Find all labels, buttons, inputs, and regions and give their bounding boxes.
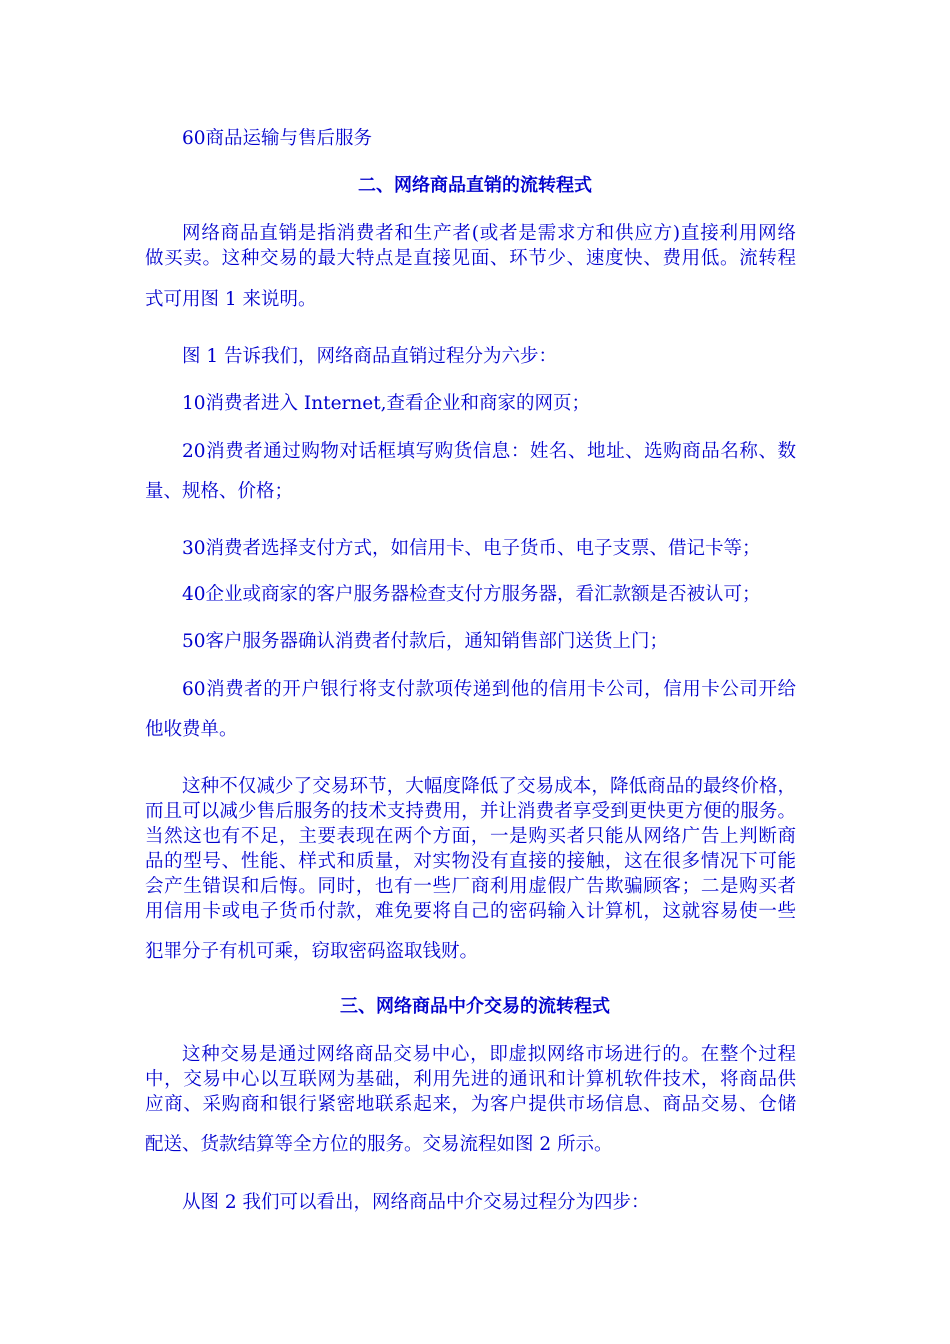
paragraph-line: 用信用卡或电子货币付款，难免要将自己的密码输入计算机，这就容易使一些	[145, 901, 796, 922]
section-heading-direct-sales: 二、网络商品直销的流转程式	[358, 175, 592, 196]
list-item-step-continuation: 量、规格、价格；	[145, 481, 294, 502]
paragraph-line: 式可用图 1 来说明。	[145, 289, 317, 310]
paragraph-line: 做买卖。这种交易的最大特点是直接见面、环节少、速度快、费用低。流转程	[145, 248, 796, 269]
list-item-step: 50客户服务器确认消费者付款后，通知销售部门送货上门；	[182, 631, 669, 652]
paragraph-line: 中，交易中心以互联网为基础，利用先进的通讯和计算机软件技术，将商品供	[145, 1069, 796, 1090]
list-item-step: 20消费者通过购物对话框填写购货信息：姓名、地址、选购商品名称、数	[182, 441, 796, 462]
paragraph-line: 而且可以减少售后服务的技术支持费用，并让消费者享受到更快更方便的服务。	[145, 801, 796, 822]
paragraph-line: 网络商品直销是指消费者和生产者(或者是需求方和供应方)直接利用网络	[182, 223, 796, 244]
paragraph-line: 这种不仅减少了交易环节，大幅度降低了交易成本，降低商品的最终价格，	[182, 776, 796, 797]
paragraph-line: 会产生错误和后悔。同时，也有一些厂商利用虚假广告欺骗顾客；二是购买者	[145, 876, 796, 897]
list-item-step: 10消费者进入 Internet,查看企业和商家的网页；	[182, 393, 591, 414]
list-item-step: 60消费者的开户银行将支付款项传递到他的信用卡公司，信用卡公司开给	[182, 679, 796, 700]
paragraph-line: 当然这也有不足，主要表现在两个方面，一是购买者只能从网络广告上判断商	[145, 826, 796, 847]
paragraph-line: 图 1 告诉我们，网络商品直销过程分为六步：	[182, 346, 558, 367]
paragraph-line: 应商、采购商和银行紧密地联系起来，为客户提供市场信息、商品交易、仓储	[145, 1094, 796, 1115]
list-item-step: 40企业或商家的客户服务器检查支付方服务器，看汇款额是否被认可；	[182, 584, 761, 605]
paragraph-line: 从图 2 我们可以看出，网络商品中介交易过程分为四步：	[182, 1192, 650, 1213]
paragraph-line: 犯罪分子有机可乘，窃取密码盗取钱财。	[145, 941, 479, 962]
list-item-step-continuation: 他收费单。	[145, 719, 238, 740]
list-item-step: 30消费者选择支付方式，如信用卡、电子货币、电子支票、借记卡等；	[182, 538, 761, 559]
list-item-service: 60商品运输与售后服务	[182, 128, 373, 149]
paragraph-line: 这种交易是通过网络商品交易中心，即虚拟网络市场进行的。在整个过程	[182, 1044, 796, 1065]
section-heading-intermediary-trade: 三、网络商品中介交易的流转程式	[340, 996, 610, 1017]
paragraph-line: 配送、货款结算等全方位的服务。交易流程如图 2 所示。	[145, 1134, 613, 1155]
paragraph-line: 品的型号、性能、样式和质量，对实物没有直接的接触，这在很多情况下可能	[145, 851, 796, 872]
